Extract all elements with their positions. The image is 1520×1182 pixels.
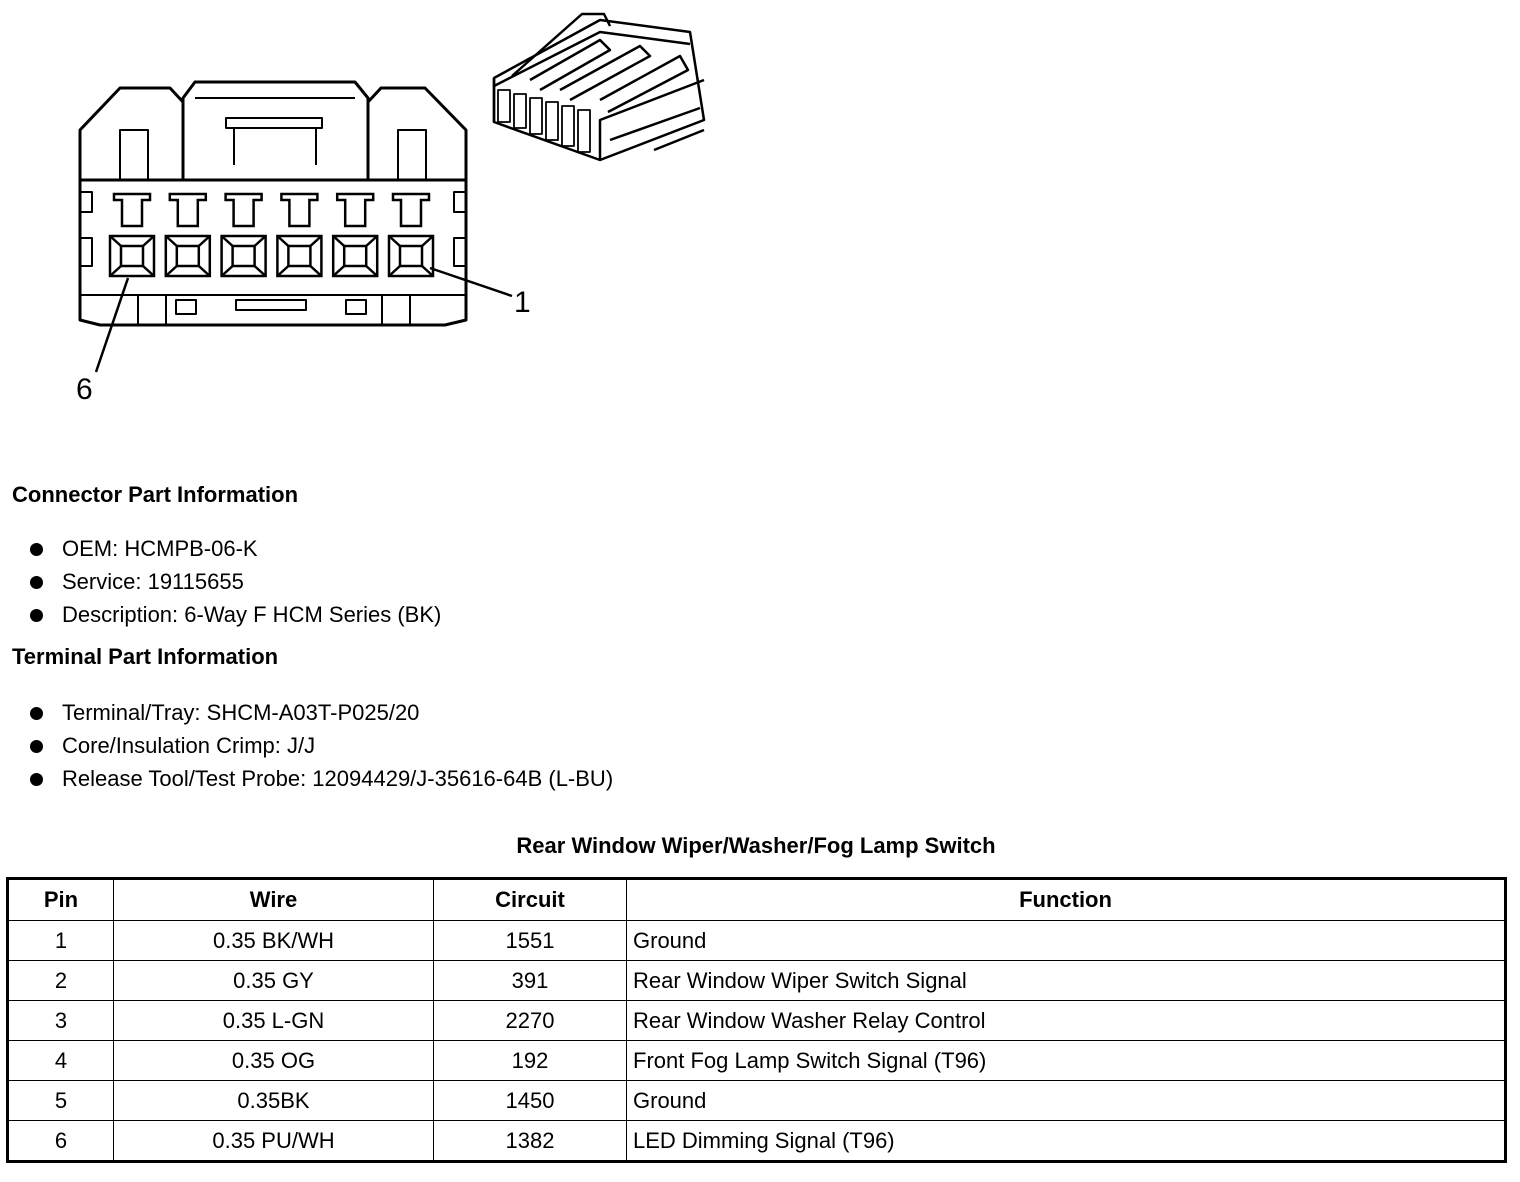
pin-cavity bbox=[277, 194, 321, 276]
list-item bbox=[28, 699, 613, 732]
wire-cell: 0.35 BK/WH bbox=[114, 921, 434, 961]
list-item-text: Description: 6-Way F HCM Series (BK) bbox=[62, 602, 442, 627]
table-row bbox=[8, 1041, 1506, 1081]
function-cell: Rear Window Wiper Switch Signal bbox=[627, 961, 1506, 1001]
table-row bbox=[8, 1081, 1506, 1121]
bullet-icon bbox=[30, 609, 43, 622]
circuit-cell: 1450 bbox=[434, 1081, 627, 1121]
circuit-cell: 391 bbox=[434, 961, 627, 1001]
pin-cavity bbox=[166, 194, 210, 276]
bullet-icon bbox=[30, 773, 43, 786]
bullet-icon bbox=[30, 576, 43, 589]
circuit-cell: 2270 bbox=[434, 1001, 627, 1041]
pin-cell: 5 bbox=[8, 1081, 114, 1121]
table-header-row bbox=[8, 879, 1506, 921]
header-circuit: Circuit bbox=[434, 879, 627, 921]
callout-leaders bbox=[96, 268, 512, 372]
pin-cavity bbox=[222, 194, 266, 276]
list-item bbox=[28, 765, 613, 798]
connector-info-heading: Connector Part Information bbox=[12, 482, 299, 507]
wire-cell: 0.35 L-GN bbox=[114, 1001, 434, 1041]
pin-cell: 3 bbox=[8, 1001, 114, 1041]
function-cell: Rear Window Washer Relay Control bbox=[627, 1001, 1506, 1041]
terminal-info-heading: Terminal Part Information bbox=[12, 644, 279, 669]
list-item-text: Core/Insulation Crimp: J/J bbox=[62, 733, 316, 758]
list-item bbox=[28, 535, 441, 568]
list-item-text: Terminal/Tray: SHCM-A03T-P025/20 bbox=[62, 700, 420, 725]
pin-1-callout: 1 bbox=[514, 286, 531, 319]
pin-cavities bbox=[110, 194, 433, 276]
header-function: Function bbox=[627, 879, 1506, 921]
pin-cell: 2 bbox=[8, 961, 114, 1001]
connector-info-list bbox=[28, 535, 441, 634]
wire-cell: 0.35 PU/WH bbox=[114, 1121, 434, 1162]
pin-cavity bbox=[110, 194, 154, 276]
table-row bbox=[8, 1121, 1506, 1162]
wire-cell: 0.35 GY bbox=[114, 961, 434, 1001]
table-row bbox=[8, 1001, 1506, 1041]
wire-cell: 0.35 OG bbox=[114, 1041, 434, 1081]
function-cell: LED Dimming Signal (T96) bbox=[627, 1121, 1506, 1162]
pin-cell: 6 bbox=[8, 1121, 114, 1162]
bullet-icon bbox=[30, 740, 43, 753]
list-item-text: OEM: HCMPB-06-K bbox=[62, 536, 258, 561]
function-cell: Front Fog Lamp Switch Signal (T96) bbox=[627, 1041, 1506, 1081]
connector-diagram bbox=[0, 0, 1520, 420]
list-item-text: Release Tool/Test Probe: 12094429/J-35616-64B (L-BU) bbox=[62, 766, 614, 791]
wire-cell: 0.35BK bbox=[114, 1081, 434, 1121]
list-item-text: Service: 19115655 bbox=[62, 569, 244, 594]
list-item bbox=[28, 601, 441, 634]
circuit-cell: 1551 bbox=[434, 921, 627, 961]
connector-3d-view bbox=[494, 14, 704, 160]
circuit-cell: 192 bbox=[434, 1041, 627, 1081]
function-cell: Ground bbox=[627, 1081, 1506, 1121]
pin-6-callout: 6 bbox=[76, 373, 93, 406]
pin-cell: 1 bbox=[8, 921, 114, 961]
function-cell: Ground bbox=[627, 921, 1506, 961]
list-item bbox=[28, 732, 613, 765]
pin-cavity bbox=[389, 194, 433, 276]
pin-cavity bbox=[333, 194, 377, 276]
table-caption: Rear Window Wiper/Washer/Fog Lamp Switch bbox=[516, 833, 996, 858]
bullet-icon bbox=[30, 707, 43, 720]
list-item bbox=[28, 568, 441, 601]
table-row bbox=[8, 921, 1506, 961]
table-row bbox=[8, 961, 1506, 1001]
circuit-cell: 1382 bbox=[434, 1121, 627, 1162]
header-wire: Wire bbox=[114, 879, 434, 921]
header-pin: Pin bbox=[8, 879, 114, 921]
pinout-table bbox=[6, 877, 1507, 1163]
connector-face-view bbox=[80, 82, 466, 325]
pin-cell: 4 bbox=[8, 1041, 114, 1081]
terminal-info-list bbox=[28, 699, 613, 798]
bullet-icon bbox=[30, 543, 43, 556]
